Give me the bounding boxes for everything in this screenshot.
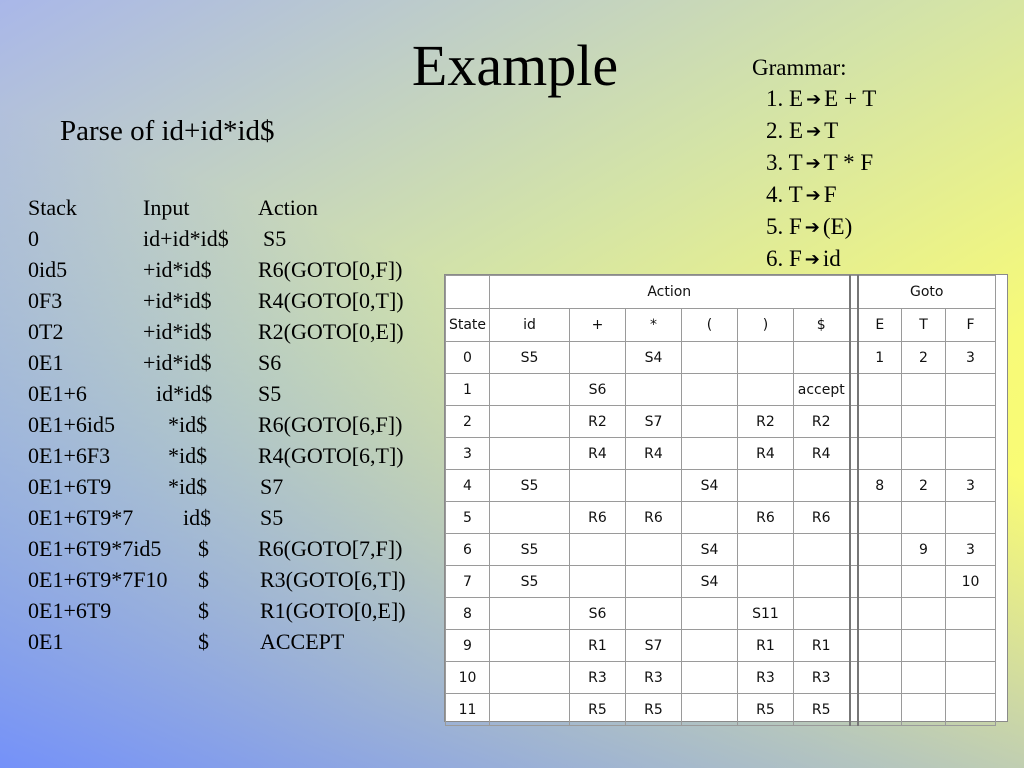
grammar-label: Grammar: <box>752 55 847 80</box>
trace-input: $ <box>198 536 209 561</box>
rule-number: 3. <box>766 150 784 175</box>
trace-action: S7 <box>260 474 284 499</box>
column-gap <box>850 470 858 502</box>
goto-cell <box>858 694 902 726</box>
action-cell <box>626 598 682 630</box>
trace-input: id*id$ <box>156 381 213 406</box>
action-cell: R5 <box>570 694 626 726</box>
action-cell <box>794 566 850 598</box>
rule-rhs: id <box>822 246 841 271</box>
trace-stack: 0E1+6T9 <box>28 474 112 499</box>
table-row <box>446 374 996 406</box>
trace-header-input: Input <box>143 195 190 220</box>
action-cell: S7 <box>626 406 682 438</box>
action-cell: R3 <box>570 662 626 694</box>
parse-table-grid <box>445 275 996 726</box>
trace-stack: 0E1+6T9*7 <box>28 505 134 530</box>
rule-rhs: (E) <box>822 214 853 239</box>
trace-input: id$ <box>183 505 212 530</box>
table-row <box>446 630 996 662</box>
trace-action: R6(GOTO[0,F]) <box>258 257 403 282</box>
state-header: State <box>446 309 490 342</box>
action-cell <box>490 374 570 406</box>
trace-input: *id$ <box>168 474 208 499</box>
grammar-rules <box>752 83 876 275</box>
trace-stack: 0id5 <box>28 257 68 282</box>
group-header-row <box>446 276 996 309</box>
action-cell: S4 <box>682 534 738 566</box>
action-cell <box>682 598 738 630</box>
action-cell: R5 <box>626 694 682 726</box>
state-cell: 4 <box>446 470 490 502</box>
state-cell: 8 <box>446 598 490 630</box>
action-cell: S4 <box>626 342 682 374</box>
goto-column-header: T <box>902 309 946 342</box>
action-cell: R4 <box>738 438 794 470</box>
arrow-right-icon: ➔ <box>805 153 821 174</box>
trace-header-action: Action <box>258 195 318 220</box>
trace-action: S5 <box>263 226 287 251</box>
trace-action: ACCEPT <box>260 629 345 654</box>
goto-cell <box>902 662 946 694</box>
arrow-right-icon: ➔ <box>806 121 822 142</box>
action-cell: R6 <box>738 502 794 534</box>
action-cell: S4 <box>682 470 738 502</box>
table-row <box>446 470 996 502</box>
column-gap <box>850 502 858 534</box>
trace-input: +id*id$ <box>143 319 212 344</box>
column-gap <box>850 662 858 694</box>
action-cell: S7 <box>626 630 682 662</box>
action-column-header: ( <box>682 309 738 342</box>
grammar-rule <box>766 83 876 115</box>
action-column-header: ) <box>738 309 794 342</box>
goto-cell: 9 <box>902 534 946 566</box>
action-cell: R1 <box>738 630 794 662</box>
state-cell: 11 <box>446 694 490 726</box>
trace-action: R1(GOTO[0,E]) <box>260 598 406 623</box>
action-cell <box>626 566 682 598</box>
action-cell: S6 <box>570 598 626 630</box>
rule-number: 5. <box>766 214 784 239</box>
action-cell: S5 <box>490 342 570 374</box>
rule-rhs: F <box>823 182 837 207</box>
grammar-rule <box>766 115 876 147</box>
goto-cell <box>946 662 996 694</box>
action-column-header: $ <box>794 309 850 342</box>
goto-cell <box>858 598 902 630</box>
goto-cell <box>902 374 946 406</box>
goto-cell: 3 <box>946 342 996 374</box>
goto-cell: 1 <box>858 342 902 374</box>
action-cell <box>738 342 794 374</box>
action-cell <box>490 694 570 726</box>
trace-input: +id*id$ <box>143 350 212 375</box>
column-gap <box>850 438 858 470</box>
action-cell: R2 <box>570 406 626 438</box>
goto-cell <box>858 662 902 694</box>
trace-action: R6(GOTO[7,F]) <box>258 536 403 561</box>
parse-subtitle: Parse of id+id*id$ <box>60 115 275 147</box>
state-cell: 10 <box>446 662 490 694</box>
trace-input: +id*id$ <box>143 288 212 313</box>
trace-stack: 0E1+6T9*7F10 <box>28 567 168 592</box>
table-row <box>446 694 996 726</box>
action-cell <box>682 502 738 534</box>
action-cell <box>738 374 794 406</box>
table-row <box>446 342 996 374</box>
column-header-row <box>446 309 996 342</box>
goto-column-header: E <box>858 309 902 342</box>
trace-action: R4(GOTO[0,T]) <box>258 288 404 313</box>
action-cell <box>794 342 850 374</box>
action-column-header: * <box>626 309 682 342</box>
rule-lhs: T <box>788 182 803 207</box>
action-cell: S11 <box>738 598 794 630</box>
state-cell: 0 <box>446 342 490 374</box>
action-cell <box>794 598 850 630</box>
arrow-right-icon: ➔ <box>804 249 820 270</box>
trace-stack: 0E1 <box>28 350 64 375</box>
action-cell: R4 <box>570 438 626 470</box>
rule-rhs: E + T <box>824 86 877 111</box>
action-cell <box>682 630 738 662</box>
rule-lhs: T <box>788 150 803 175</box>
rule-lhs: E <box>789 86 804 111</box>
goto-cell <box>902 502 946 534</box>
action-cell: S6 <box>570 374 626 406</box>
action-cell <box>794 534 850 566</box>
action-cell <box>626 374 682 406</box>
goto-cell: 10 <box>946 566 996 598</box>
action-cell: R6 <box>626 502 682 534</box>
grammar-rule <box>766 211 876 243</box>
trace-stack: 0T2 <box>28 319 64 344</box>
goto-cell <box>946 598 996 630</box>
goto-cell <box>902 694 946 726</box>
goto-cell <box>946 438 996 470</box>
state-cell: 5 <box>446 502 490 534</box>
state-cell: 2 <box>446 406 490 438</box>
trace-stack: 0E1+6T9*7id5 <box>28 536 162 561</box>
table-row <box>446 662 996 694</box>
trace-input: *id$ <box>168 412 208 437</box>
table-row <box>446 598 996 630</box>
goto-cell <box>858 534 902 566</box>
goto-column-header: F <box>946 309 996 342</box>
rule-number: 1. <box>766 86 784 111</box>
goto-cell <box>902 438 946 470</box>
trace-stack: 0E1+6T9 <box>28 598 112 623</box>
action-cell <box>570 470 626 502</box>
action-cell <box>570 342 626 374</box>
column-gap <box>850 406 858 438</box>
trace-input: $ <box>198 629 209 654</box>
goto-cell <box>858 438 902 470</box>
state-cell: 7 <box>446 566 490 598</box>
arrow-right-icon: ➔ <box>805 185 821 206</box>
rule-lhs: F <box>789 246 802 271</box>
trace-stack: 0F3 <box>28 288 63 313</box>
rule-lhs: E <box>789 118 804 143</box>
goto-cell <box>946 374 996 406</box>
trace-action: S6 <box>258 350 282 375</box>
action-cell: R3 <box>626 662 682 694</box>
trace-action: R6(GOTO[6,F]) <box>258 412 403 437</box>
action-column-header: id <box>490 309 570 342</box>
trace-action: R4(GOTO[6,T]) <box>258 443 404 468</box>
trace-action: R2(GOTO[0,E]) <box>258 319 404 344</box>
action-cell <box>738 470 794 502</box>
grammar-rule <box>766 243 876 275</box>
column-gap <box>850 630 858 662</box>
action-cell <box>490 598 570 630</box>
trace-stack: 0E1 <box>28 629 64 654</box>
action-cell: R5 <box>738 694 794 726</box>
action-cell <box>490 662 570 694</box>
rule-lhs: F <box>789 214 802 239</box>
action-cell <box>626 470 682 502</box>
action-cell: S4 <box>682 566 738 598</box>
goto-cell <box>858 630 902 662</box>
state-cell: 9 <box>446 630 490 662</box>
goto-cell <box>902 406 946 438</box>
trace-header-stack: Stack <box>28 195 77 220</box>
table-row <box>446 406 996 438</box>
action-cell <box>490 406 570 438</box>
rule-number: 4. <box>766 182 784 207</box>
trace-action: R3(GOTO[6,T]) <box>260 567 406 592</box>
grammar-block <box>752 52 876 275</box>
action-cell <box>738 566 794 598</box>
goto-cell <box>946 630 996 662</box>
action-cell: accept <box>794 374 850 406</box>
slide-title: Example <box>411 33 619 98</box>
goto-cell <box>902 598 946 630</box>
goto-cell: 3 <box>946 470 996 502</box>
column-gap <box>850 694 858 726</box>
corner-cell <box>446 276 490 309</box>
goto-cell: 8 <box>858 470 902 502</box>
trace-input: +id*id$ <box>143 257 212 282</box>
column-gap <box>850 309 858 342</box>
action-cell: R4 <box>794 438 850 470</box>
rule-number: 2. <box>766 118 784 143</box>
goto-cell: 2 <box>902 342 946 374</box>
grammar-rule <box>766 179 876 211</box>
goto-cell <box>902 566 946 598</box>
parse-table <box>444 274 1008 722</box>
column-gap <box>850 276 858 309</box>
action-cell <box>490 630 570 662</box>
action-cell: R2 <box>738 406 794 438</box>
goto-cell <box>858 566 902 598</box>
column-gap <box>850 598 858 630</box>
action-cell: R3 <box>738 662 794 694</box>
action-cell <box>682 342 738 374</box>
goto-cell <box>946 694 996 726</box>
action-cell <box>682 406 738 438</box>
action-cell: R6 <box>570 502 626 534</box>
goto-cell: 2 <box>902 470 946 502</box>
action-cell <box>490 502 570 534</box>
column-gap <box>850 566 858 598</box>
table-row <box>446 566 996 598</box>
action-group-header: Action <box>490 276 850 309</box>
column-gap <box>850 374 858 406</box>
grammar-rule <box>766 147 876 179</box>
action-cell: R3 <box>794 662 850 694</box>
action-cell <box>626 534 682 566</box>
action-cell <box>794 470 850 502</box>
rule-rhs: T * F <box>823 150 874 175</box>
trace-input: id+id*id$ <box>143 226 229 251</box>
action-column-header: + <box>570 309 626 342</box>
trace-stack: 0 <box>28 226 39 251</box>
goto-cell <box>858 374 902 406</box>
action-cell <box>682 662 738 694</box>
table-row <box>446 502 996 534</box>
trace-input: *id$ <box>168 443 208 468</box>
rule-number: 6. <box>766 246 784 271</box>
action-cell: R6 <box>794 502 850 534</box>
state-cell: 6 <box>446 534 490 566</box>
table-row <box>446 534 996 566</box>
rule-rhs: T <box>824 118 839 143</box>
arrow-right-icon: ➔ <box>804 217 820 238</box>
action-cell: R1 <box>570 630 626 662</box>
trace-action: S5 <box>260 505 284 530</box>
action-cell: R1 <box>794 630 850 662</box>
action-cell <box>570 534 626 566</box>
action-cell: R5 <box>794 694 850 726</box>
column-gap <box>850 342 858 374</box>
trace-stack: 0E1+6F3 <box>28 443 111 468</box>
goto-group-header: Goto <box>858 276 996 309</box>
action-cell: S5 <box>490 566 570 598</box>
action-cell <box>682 438 738 470</box>
action-cell: R2 <box>794 406 850 438</box>
column-gap <box>850 534 858 566</box>
action-cell: S5 <box>490 470 570 502</box>
goto-cell <box>858 406 902 438</box>
action-cell <box>738 534 794 566</box>
action-cell <box>682 694 738 726</box>
trace-stack: 0E1+6id5 <box>28 412 115 437</box>
trace-action: S5 <box>258 381 282 406</box>
goto-cell <box>858 502 902 534</box>
trace-stack: 0E1+6 <box>28 381 87 406</box>
arrow-right-icon: ➔ <box>806 89 822 110</box>
action-cell <box>570 566 626 598</box>
state-cell: 3 <box>446 438 490 470</box>
goto-cell <box>902 630 946 662</box>
action-cell: S5 <box>490 534 570 566</box>
action-cell <box>682 374 738 406</box>
goto-cell <box>946 502 996 534</box>
goto-cell: 3 <box>946 534 996 566</box>
state-cell: 1 <box>446 374 490 406</box>
trace-input: $ <box>198 598 209 623</box>
trace-input: $ <box>198 567 209 592</box>
action-cell <box>490 438 570 470</box>
table-row <box>446 438 996 470</box>
goto-cell <box>946 406 996 438</box>
action-cell: R4 <box>626 438 682 470</box>
